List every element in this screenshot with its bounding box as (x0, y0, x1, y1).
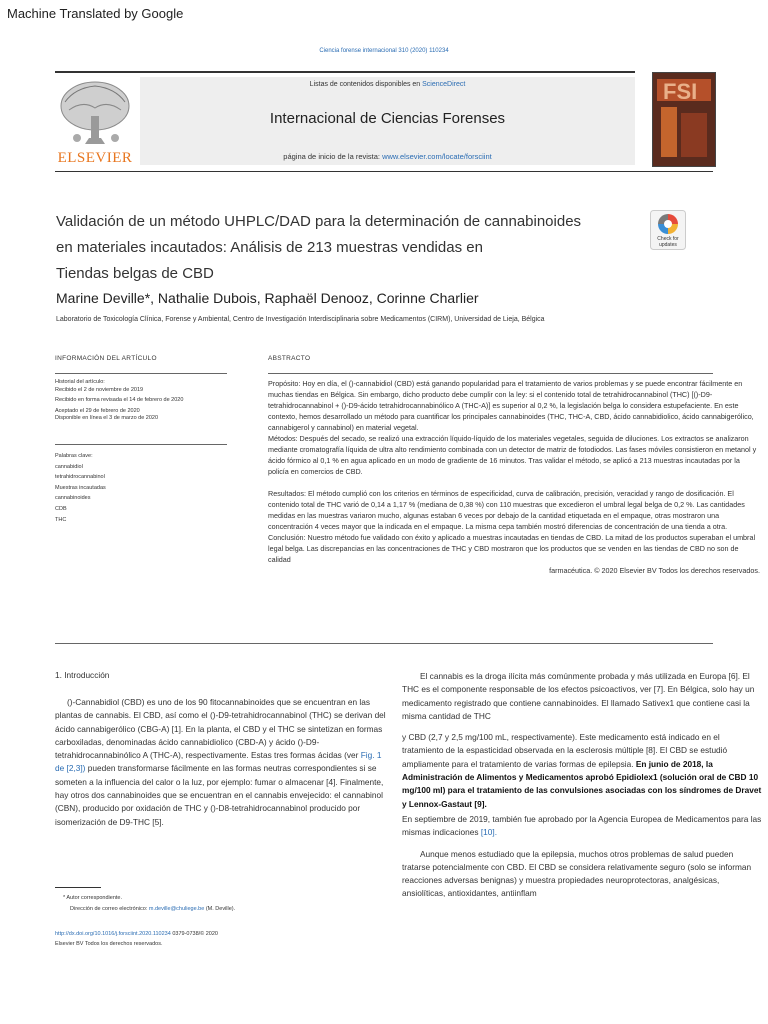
intro-paragraph-other: Aunque menos estudiado que la epilepsia, muchos otros problemas de salud pueden tratarse potencialmente con CBD. El CBD se considera relativamente seguro (solo se informan reacciones adversas benignas) y muestra propiedades neuroprotectoras, analgésicas, ansiolíticas, antioxidantes, antiinflam (402, 848, 752, 899)
history-accepted: Aceptado el 29 de febrero de 2020 (55, 407, 140, 414)
article-title (56, 209, 616, 287)
elsevier-wordmark: ELSEVIER (57, 150, 133, 166)
check-updates-label: Check for updates (657, 236, 679, 248)
check-for-updates-badge[interactable] (650, 210, 686, 250)
abstract-methods: Métodos: Después del secado, se realizó una extracción líquido-líquido de los materiales vegetales, seguida de diluciones. Los extractos se analizaron mediante cromatografía líquida de ultra alto rendimiento combinada con un detector de matriz de fotodiodos. Las fases móviles consistieron en metanol y ácido fórmico al 0,1 % en agua aplicado en un modo de gradiente de 16 minutos. Tras validar el método, se aplicó a 213 muestras incautadas por la policía en comercios de CBD. (268, 434, 757, 476)
article-authors: Marine Deville*, Nathalie Dubois, Raphaël Denooz, Corinne Charlier (56, 290, 479, 306)
abstract-bottom-rule (55, 643, 713, 644)
history-label: Historial del artículo: (55, 379, 105, 385)
title-line: Tiendas belgas de CBD (56, 265, 214, 282)
abstract-results: Resultados: El método cumplió con los criterios en términos de especificidad, curva de calibración, precisión, veracidad y rango de dosificación. El contenido total de THC varió de 0,14 a 1,17 % (mediana de 0,38 %) con 110 muestras que excedieron el umbral legal belga de 0,2 %. Las cantidades medidas en las muestras variaron mucho, algunas estaban 6 veces por debajo de la cantidad etiquetada en el empaque, otras mostraron una concentración 4 veces mayor que la indicada en el empaque. La misma cepa también mostró diferencias de concentración de una tienda a otra. (268, 489, 745, 531)
abstract-heading: ABSTRACTO (268, 355, 311, 362)
keyword: cannabinoides (55, 495, 91, 502)
keyword: cannabidiol (55, 463, 83, 470)
keywords-rule (55, 444, 227, 445)
doi-link[interactable]: http://dx.doi.org/10.1016/j.forsciint.2020.110234 (55, 931, 171, 937)
history-revised: Recibido en forma revisada el 14 de febrero de 2020 (55, 397, 184, 404)
homepage-link[interactable]: www.elsevier.com/locate/forsciint (382, 152, 492, 161)
abstract-body (268, 378, 760, 576)
journal-title: Internacional de Ciencias Forenses (269, 110, 506, 127)
journal-homepage: página de inicio de la revista: www.elsevier.com/locate/forsciint (283, 152, 492, 161)
author-email-link[interactable]: m.deville@chuliege.be (148, 906, 205, 912)
abstract-purpose: Propósito: Hoy en día, el ()-cannabidiol (CBD) está ganando popularidad para el tratamiento de varios problemas y se puede encontrar fácilmente en muchas tiendas en Bélgica. Sin embargo, dicho producto debe cumplir con la ley: si el contenido total de tetrahidrocannabinol (THC) [()-D9-tetrahidrocannabinol + ()-D9-ácido tetrahidrocannabinólico A (THC-A)] es superior al 0,2 %, la legislación belga lo considera estupefaciente. En este contexto, hemos desarrollado un método para cuantificar los principales cannabinoides (THC, THC-A, CBD, ácido cannabidiolico, ácido cannabigerólico, cannabigerol y cannabinol) en material vegetal. (268, 379, 754, 432)
header-top-rule (55, 71, 635, 73)
intro-paragraph-cannabis: El cannabis es la droga ilícita más comúnmente probada y más utilizada en Europa [6]. El THC es el componente responsable de los efectos psicoactivos, ver [7]. En Bélgica, solo hay un medicamento registrado que contiene cannabinoides. El llamado Sativex1 que contiene casi la misma cantidad de THC (402, 671, 755, 721)
intro-paragraph-cbd: y CBD (2,7 y 2,5 mg/100 mL, respectivamente). Este medicamento está indicado en el tratamiento de la espasticidad observada en la esclerosis múltiple [8]. El CBD se estudió ampliamente para el tratamiento de varias formas de epilepsia. En junio de 2018, la Administración de Alimentos y Medicamentos aprobó Epidiolex1 (solución oral de CBD 10 mg/100 ml) para el tratamiento de las convulsiones asociadas con los síndromes de Dravet y Lennox-Gastaut [9]. (402, 732, 762, 809)
machine-translation-banner: Machine Translated by Google (7, 6, 184, 21)
introduction-heading: 1. Introducción (55, 670, 110, 680)
history-received: Recibido el 2 de noviembre de 2019 (55, 386, 144, 393)
intro-right-column (402, 670, 762, 901)
footnote-rule (55, 887, 101, 888)
contents-availability: Listas de contenidos disponibles en ScienceDirect (309, 81, 466, 88)
intro-left-column (55, 696, 387, 829)
keyword: CDB (55, 505, 67, 512)
keyword: tetrahidrocannabinol (55, 474, 105, 481)
keywords-list (55, 451, 245, 525)
header-bottom-rule (55, 171, 713, 172)
abstract-rule (268, 373, 713, 374)
article-info-heading: INFORMACIÓN DEL ARTÍCULO (55, 355, 157, 362)
abstract-copyright: farmacéutica. © 2020 Elsevier BV Todos los derechos reservados. (549, 566, 760, 575)
rights-line: Elsevier BV Todos los derechos reservados. (55, 941, 163, 947)
doi-line: http://dx.doi.org/10.1016/j.forsciint.2020.110234 0379-0738/© 2020 (55, 931, 218, 937)
journal-header (140, 77, 635, 165)
author-affiliation: Laboratorio de Toxicología Clínica, Forense y Ambiental, Centro de Investigación Interdisciplinaria sobre Medicamentos (CIRM), Universidad de Lieja, Bélgica (56, 316, 545, 323)
keyword: Muestras incautadas (55, 484, 106, 491)
sciencedirect-link[interactable]: ScienceDirect (422, 81, 466, 88)
cover-fsi-text: FSI (663, 79, 698, 104)
journal-citation[interactable]: Ciencia forense internacional 310 (2020) 110234 (319, 48, 449, 54)
keyword: THC (55, 516, 67, 523)
figure-reference-link[interactable]: Fig. 1 de [2,3]) (55, 750, 382, 774)
reference-10-link[interactable]: [10]. (480, 827, 498, 838)
intro-paragraph-ema: En septiembre de 2019, también fue aprobado por la Agencia Europea de Medicamentos para las mismas indicaciones [10]. (402, 813, 762, 838)
email-line: Dirección de correo electrónico: m.deville@chuliege.be (M. Deville). (70, 906, 236, 912)
title-line: Validación de un método UHPLC/DAD para la determinación de cannabinoides (56, 213, 582, 230)
history-online: Disponible en línea el 3 de marzo de 2020 (55, 415, 159, 422)
intro-paragraph-1: ()-Cannabidiol (CBD) es uno de los 90 fitocannabinoides que se encuentran en las plantas de cannabis. El CBD, así como el ()-D9-tetrahidrocannabinol (THC) se derivan del ácido cannabigerólico (CBG-A) [1]. En la planta, el CBD y el THC se sintetizan en formas carboxiladas, denominadas ácido cannabidiolico (CBD-A) y ácido ()-D9-tetrahidrocannabinólico A (THC-A), respectivamente. Estas tres formas ácidas (ver Fig. 1 de [2,3]) pueden transformarse fácilmente en las formas neutras correspondientes si se someten a la influencia del calor o la luz, por ejemplo: fumar o almacenar [4]. Finalmente, hay otros dos cannabinoides que se encuentran en el cannabis envejecido: el cannabinol (CBN), producido por oxidación de THC y ()-D8-tetrahidrocannabinol producido por isomerización de D9-THC [5]. (55, 697, 386, 827)
keywords-label: Palabras clave: (55, 453, 93, 459)
title-line: en materiales incautados: Análisis de 213 muestras vendidas en (56, 239, 483, 256)
article-info-rule (55, 373, 227, 374)
abstract-conclusion: Conclusión: Nuestro método fue validado con éxito y aplicado a muestras incautadas en tiendas de CBD. La mitad de los productos superaban el umbral legal belga. Las discrepancias en las concentraciones de THC y CBD mostraron que los productos que se venden en las tiendas de CBD no son de calidad (268, 533, 756, 564)
article-history (55, 379, 245, 423)
corresponding-author-note: * Autor correspondiente. (63, 895, 123, 901)
journal-cover-image (652, 72, 716, 167)
